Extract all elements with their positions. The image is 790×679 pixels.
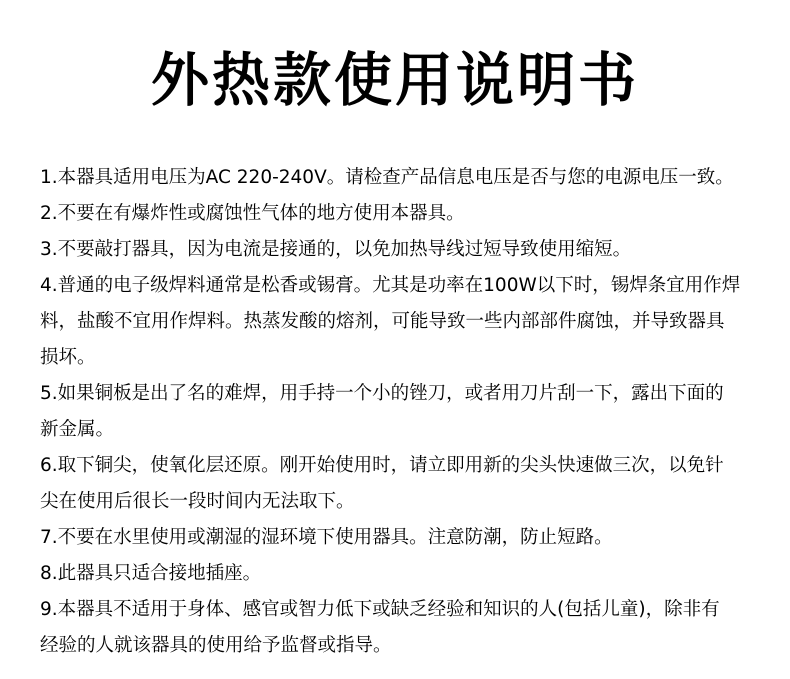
instruction-line: 4.普通的电子级焊料通常是松香或锡膏。尤其是功率在100W以下时，锡焊条宜用作焊 bbox=[40, 275, 741, 296]
instruction-line: 2.不要在有爆炸性或腐蚀性气体的地方使用本器具。 bbox=[40, 203, 465, 224]
instruction-line: 料，盐酸不宜用作焊料。热蒸发酸的熔剂，可能导致一些内部部件腐蚀，并导致器具 bbox=[40, 311, 725, 332]
instruction-line: 5.如果铜板是出了名的难焊，用手持一个小的锉刀，或者用刀片刮一下，露出下面的 bbox=[40, 383, 724, 404]
instruction-item-5 bbox=[40, 376, 780, 448]
instruction-list bbox=[40, 160, 780, 664]
instruction-line: 损坏。 bbox=[40, 347, 96, 368]
instruction-line: 新金属。 bbox=[40, 419, 115, 440]
instruction-line: 9.本器具不适用于身体、感官或智力低下或缺乏经验和知识的人(包括儿童)，除非有 bbox=[40, 599, 720, 620]
page-title: 外热款使用说明书 bbox=[150, 46, 639, 114]
instruction-line: 8.此器具只适合接地插座。 bbox=[40, 563, 262, 584]
instruction-item-7 bbox=[40, 520, 780, 556]
instruction-line: 1.本器具适用电压为AC 220-240V。请检查产品信息电压是否与您的电源电压一致。 bbox=[40, 167, 734, 188]
instruction-line: 7.不要在水里使用或潮湿的湿环境下使用器具。注意防潮，防止短路。 bbox=[40, 527, 613, 548]
instruction-item-9 bbox=[40, 592, 780, 664]
instruction-item-3 bbox=[40, 232, 780, 268]
instruction-item-2 bbox=[40, 196, 780, 232]
instruction-line: 3.不要敲打器具，因为电流是接通的，以免加热导线过短导致使用缩短。 bbox=[40, 239, 632, 260]
instruction-item-8 bbox=[40, 556, 780, 592]
instruction-line: 6.取下铜尖，使氧化层还原。刚开始使用时，请立即用新的尖头快速做三次，以免针 bbox=[40, 455, 724, 476]
instruction-line: 经验的人就该器具的使用给予监督或指导。 bbox=[40, 635, 392, 656]
instruction-line: 尖在使用后很长一段时间内无法取下。 bbox=[40, 491, 355, 512]
instruction-item-6 bbox=[40, 448, 780, 520]
instruction-item-4 bbox=[40, 268, 780, 376]
instruction-item-1 bbox=[40, 160, 780, 196]
